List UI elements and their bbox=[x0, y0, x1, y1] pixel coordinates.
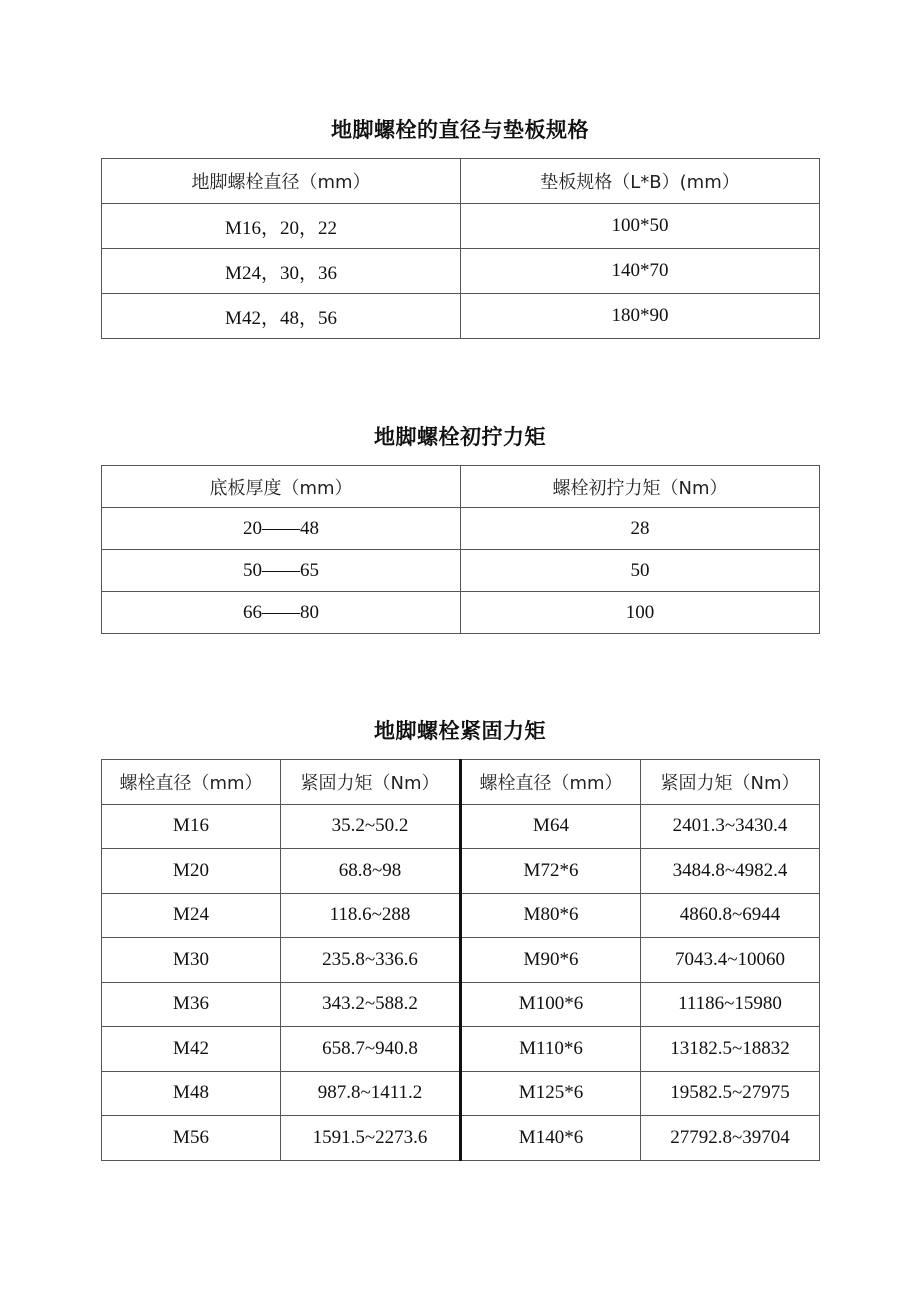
cell: 28 bbox=[461, 508, 820, 550]
cell: M42 bbox=[102, 1027, 281, 1072]
tightening-torque-table bbox=[101, 759, 820, 1161]
table-row bbox=[102, 982, 820, 1027]
table-row bbox=[102, 550, 820, 592]
header-pad-spec: 垫板规格（L*B）(mm） bbox=[461, 159, 820, 204]
cell: M90*6 bbox=[461, 938, 641, 983]
section3-title: 地脚螺栓紧固力矩 bbox=[374, 719, 546, 743]
table-row bbox=[102, 294, 820, 339]
cell: 180*90 bbox=[461, 294, 820, 339]
table-row bbox=[102, 249, 820, 294]
cell: M100*6 bbox=[461, 982, 641, 1027]
header-bolt-diameter-left: 螺栓直径（mm） bbox=[102, 760, 281, 805]
cell: 118.6~288 bbox=[281, 893, 461, 938]
header-initial-torque: 螺栓初拧力矩（Nm） bbox=[461, 466, 820, 508]
t3-body bbox=[102, 760, 820, 1161]
t1-body bbox=[102, 159, 820, 339]
cell: M140*6 bbox=[461, 1116, 641, 1161]
cell: 11186~15980 bbox=[641, 982, 820, 1027]
cell: M56 bbox=[102, 1116, 281, 1161]
t2-body bbox=[102, 466, 820, 634]
cell: 27792.8~39704 bbox=[641, 1116, 820, 1161]
cell: 7043.4~10060 bbox=[641, 938, 820, 983]
cell: 13182.5~18832 bbox=[641, 1027, 820, 1072]
table-row bbox=[102, 1116, 820, 1161]
table-header-row bbox=[102, 159, 820, 204]
header-bolt-diameter-right: 螺栓直径（mm） bbox=[461, 760, 641, 805]
cell: 140*70 bbox=[461, 249, 820, 294]
section2-title: 地脚螺栓初拧力矩 bbox=[374, 425, 546, 449]
cell: 658.7~940.8 bbox=[281, 1027, 461, 1072]
cell: 4860.8~6944 bbox=[641, 893, 820, 938]
cell: M80*6 bbox=[461, 893, 641, 938]
cell: 100 bbox=[461, 592, 820, 634]
cell: 987.8~1411.2 bbox=[281, 1071, 461, 1116]
table-row bbox=[102, 1071, 820, 1116]
cell: 66——80 bbox=[102, 592, 461, 634]
cell: 1591.5~2273.6 bbox=[281, 1116, 461, 1161]
cell: M42，48，56 bbox=[102, 294, 461, 339]
section1-title: 地脚螺栓的直径与垫板规格 bbox=[331, 118, 589, 142]
cell: 20——48 bbox=[102, 508, 461, 550]
cell: M16 bbox=[102, 804, 281, 849]
cell: M110*6 bbox=[461, 1027, 641, 1072]
cell: 100*50 bbox=[461, 204, 820, 249]
table-header-row bbox=[102, 466, 820, 508]
table-row bbox=[102, 204, 820, 249]
table-row bbox=[102, 592, 820, 634]
table-row bbox=[102, 508, 820, 550]
bolt-diameter-pad-spec-table bbox=[101, 158, 820, 339]
cell: M24 bbox=[102, 893, 281, 938]
table-row bbox=[102, 804, 820, 849]
cell: 68.8~98 bbox=[281, 849, 461, 894]
cell: 235.8~336.6 bbox=[281, 938, 461, 983]
cell: 19582.5~27975 bbox=[641, 1071, 820, 1116]
cell: 35.2~50.2 bbox=[281, 804, 461, 849]
cell: M125*6 bbox=[461, 1071, 641, 1116]
header-plate-thickness: 底板厚度（mm） bbox=[102, 466, 461, 508]
cell: M24，30，36 bbox=[102, 249, 461, 294]
header-bolt-diameter: 地脚螺栓直径（mm） bbox=[102, 159, 461, 204]
table-header-row bbox=[102, 760, 820, 805]
cell: 50 bbox=[461, 550, 820, 592]
cell: M30 bbox=[102, 938, 281, 983]
header-torque-left: 紧固力矩（Nm） bbox=[281, 760, 461, 805]
table-row bbox=[102, 893, 820, 938]
cell: 50——65 bbox=[102, 550, 461, 592]
cell: M16，20，22 bbox=[102, 204, 461, 249]
cell: M36 bbox=[102, 982, 281, 1027]
table-row bbox=[102, 1027, 820, 1072]
initial-torque-table bbox=[101, 465, 820, 634]
table-row bbox=[102, 849, 820, 894]
header-torque-right: 紧固力矩（Nm） bbox=[641, 760, 820, 805]
cell: 2401.3~3430.4 bbox=[641, 804, 820, 849]
cell: 343.2~588.2 bbox=[281, 982, 461, 1027]
cell: 3484.8~4982.4 bbox=[641, 849, 820, 894]
cell: M64 bbox=[461, 804, 641, 849]
table-row bbox=[102, 938, 820, 983]
cell: M72*6 bbox=[461, 849, 641, 894]
cell: M20 bbox=[102, 849, 281, 894]
cell: M48 bbox=[102, 1071, 281, 1116]
